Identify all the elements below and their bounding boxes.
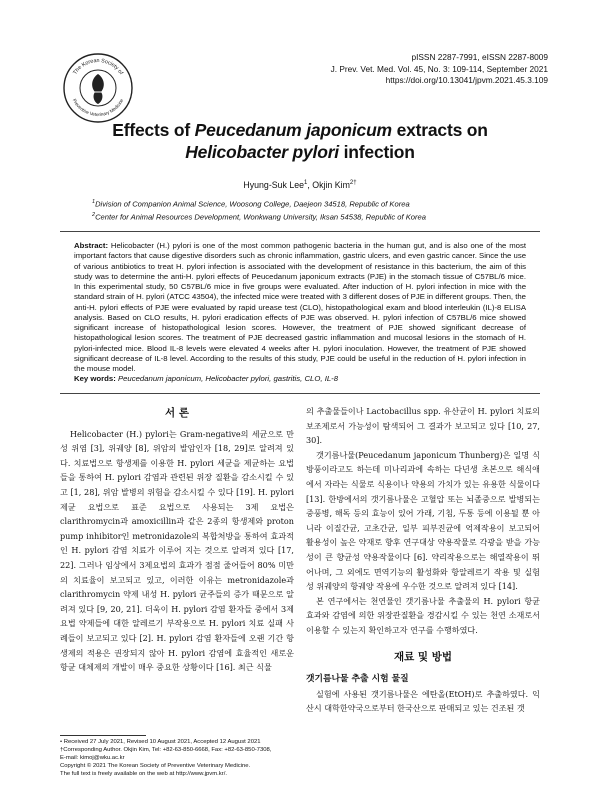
paragraph: 실험에 사용된 갯기름나물은 에탄올(EtOH)로 추출하였다. 익산시 대학한약국으로부터 한국산으로 판매되고 있는 건조된 갯 xyxy=(306,688,540,714)
society-seal-icon xyxy=(62,52,134,124)
section-heading-intro: 서 론 xyxy=(165,407,189,419)
affiliation: $^1$Division of Companion Animal Science, Woosong College, Daejeon 34518, Republic of Korea xyxy=(92,199,410,209)
logo-text-top: The Korean Society of xyxy=(72,57,124,76)
paragraph: 갯기름나물(Peucedanum japonicum Thunberg)은 일명 식방풍이라고도 하는데 미나리과에 속하는 다년생 초본으로 해식애에서 자라는 식물로 식용이나 약용의 가치가 있는 유용한 식물이다[13]. 한방에서의 갯기름나물은 고혈압 또는 뇌졸중으로 발병되는 중풍병, 해독 등의 효능이 있어 가래, 기침, 두통 등에 이용될 뿐 아니라 이질간균, 고초간균, 일부 피부진균에 억제작용이 보고되어 활용성이 높은 약재로 향후 연구대상 약용작물로 각광을 받을 가능성이 큰 향균성 약용작물이다 [6]. 약리작용으로는 해열작용이 뛰어나며, 그 외에도 면역기능의 활성화와 항알레르기 작용 및 실험성 위궤양의 항궤양 작용에 우수한 것으로 알려져 있다 [14]. xyxy=(306,449,540,592)
divider xyxy=(60,393,540,394)
paragraph: Helicobacter (H.) pylori는 Gram-negative의 세균으로 만성 위염 [3], 위궤양 [8], 위암의 발암인자 [18, 29]로 알려져 있다. 치료법으로 항생제를 이용한 H. pylori 세균을 제균하는 요법들을 통하여 H. pylori 감염과 관련된 위장 질환을 감소시킬 수 있고 [1, 28], 위암 발병의 위험을 감소시킬 수 있다 [19]. H. pylori 제균 요법으로 표준 요법으로 사용되는 3제 요법은 clarithromycin과 amoxicillin과 같은 2종의 항생제와 proton pump inhibitor인 metronidazole의 복합처방을 통하여 효과적인 H. pylori 감염 치료가 이루어 지는 것으로 알려져 있다 [17, 22]. 그러나 임상에서 3제요법의 효과가 점점 줄어들어 80% 미만의 치료율이 보고되고 있고, 이러한 이유는 metronidazole과 clarithromycin 약제 내성 H. pylori 균주들의 증가 때문으로 알려져 있다 [9, 20, 21]. 더욱이 H. pylori 감염 환자들 중에서 3제 요법 약제들에 대한 알레르기 부작용으로 H. pylori 치료 실패 사례들이 보고되고 있다 [2]. H. pylori 감염 환자들에 오랜 기간 항생제의 적용은 권장되지 않아 H. pylori 감염에 효율적인 새로운 항균 대체제의 개발이 매우 중요한 상황이다 [16]. 최근 식물 xyxy=(60,428,294,673)
author-list: Hyung-Suk Lee$^1$, Okjin Kim$^{2\dagger}$ xyxy=(243,180,357,190)
keywords: Key words: Peucedanum japonicum, Helicobacter pylori, gastritis, CLO, IL-8 xyxy=(74,374,339,384)
divider xyxy=(60,231,540,232)
paragraph: 의 추출물들이나 Lactobacillus spp. 유산균이 H. pylori 치료의 보조제로서 가능성이 탐색되어 그 결과가 보고되고 있다 [10, 27, 30]. xyxy=(306,406,540,446)
issn: pISSN 2287-7991, eISSN 2287-8009 xyxy=(411,52,548,62)
received-dates: • Received 27 July 2021, Revised 10 August 2021, Accepted 12 August 2021 xyxy=(60,739,261,745)
abstract-body: Abstract: Helicobacter (H.) pylori is one of the most common pathogenic bacteria in the human gut, and is also one of the most important factors that cause digestive disorders such as chronic inflammation, gastric ulcers, and even gastric cancer. Since the use of various antibiotics to treat H. pylori infection is associated with the development of resistance in this bacterium, the aim of this study was to determine the anti-H. pylori effects of Peucedanum japonicum extracts (PJE) in the stomach tissue of C57BL/6 mice. In this experimental study, 50 C57BL/6 mice in five groups were evaluated. After induction of H. pylori infection in mice with the standard strain of H. pylori (ATCC 43504), the infected mice were treated with 3 different doses of PJE in different groups. Then, the anti-H. pylori effects of PJE were evaluated by rapid urease test (CLO), histopathological exam and blood interleukin (IL)-8 ELISA analysis. Based on CLO results, H. pylori eradication effects of PJE was observed. H. pylori infection of C57BL/6 mice showed significant increase of histopathological lesion scores. However, the treatment of PJE showed significant decrease of histopathological lesion scores. The treatment of PJE decreased gastric inflammation and mucosal lesions in the stomach of H. pylori-infected mice. Blood IL-8 levels were elevated 4 weeks after H. pylori inoculation. However, the treatment of PJE showed significant decrease of IL-8 level. According to the results of this study, PJE could be useful in the reduction of H. pylori infection in the mouse model. xyxy=(74,241,526,373)
affiliation: $^2$Center for Animal Resources Development, Wonkwang University, Iksan 54538, Republic of Korea xyxy=(92,211,426,222)
article-title: Effects of Peucedanum japonicum extracts on Helicobacter pylori infection xyxy=(112,120,488,162)
column-right xyxy=(306,404,540,716)
abstract xyxy=(74,241,526,385)
doi-link[interactable]: https://doi.org/10.13041/jpvm.2021.45.3.109 xyxy=(385,75,548,85)
abstract-label: Abstract: xyxy=(74,241,109,250)
section-heading-methods: 재료 및 방법 xyxy=(393,650,453,663)
logo-text-bottom: Preventive Veterinary Medicine xyxy=(71,97,125,118)
paragraph: 본 연구에서는 천연물인 갯기름나물 추출물의 H. pylori 항균 효과와 감염에 의한 위장관질환을 경감시킬 수 있는 천연 소재로서 이용할 수 있는지 확인하고자 연구를 수행하였다. xyxy=(306,595,540,635)
author-name: Hyung-Suk Lee xyxy=(243,180,305,190)
footnote-divider xyxy=(60,735,146,736)
license: The full text is freely available on the web at http://www.jpvm.kr/. xyxy=(60,771,227,778)
journal-meta xyxy=(331,52,548,87)
subsection-heading: 갯기름나물 추출 시험 물질 xyxy=(306,674,409,685)
footnotes xyxy=(60,738,294,778)
affiliations xyxy=(92,197,426,223)
society-logo xyxy=(62,52,134,124)
author-name: Okjin Kim xyxy=(312,180,350,190)
journal-citation: J. Prev. Vet. Med. Vol. 45, No. 3: 109-114, September 2021 xyxy=(330,63,548,74)
email[interactable]: E-mail: kimoj@wku.ac.kr xyxy=(60,755,125,762)
corresponding-author: †Corresponding Author. Okjin Kim, Tel: +82-63-850-6668, Fax: +82-63-850-7308, xyxy=(60,747,272,754)
copyright: Copyright © 2021 The Korean Society of Preventive Veterinary Medicine. xyxy=(60,763,251,770)
column-left xyxy=(60,404,294,675)
